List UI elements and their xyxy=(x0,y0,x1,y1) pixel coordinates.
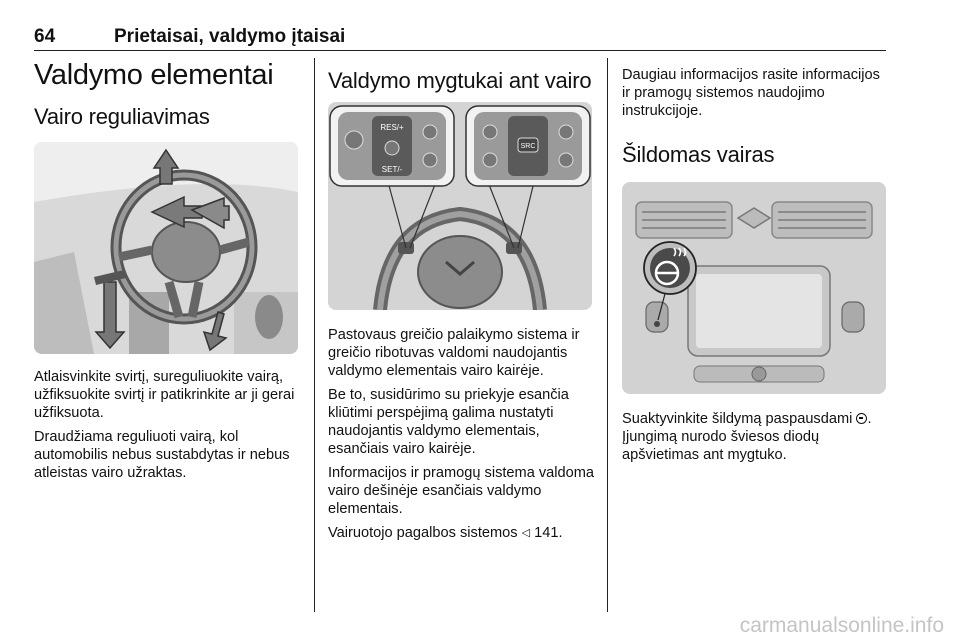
paragraph-page-reference xyxy=(328,524,596,542)
button-label: SET/- xyxy=(381,165,403,174)
section-heading: Valdymo mygtukai ant vairo xyxy=(328,68,592,93)
column-steering-adjustment xyxy=(34,58,300,482)
paragraph: Atlaisvinkite svirtį, sureguliuokite vairą, užfiksuokite svirtį ir patikrinkite ar ji gerai užfiksuota. xyxy=(34,369,295,421)
column-heated-steering-wheel xyxy=(622,58,886,464)
steering-adjustment-illustration xyxy=(34,142,298,354)
page-header xyxy=(34,24,886,51)
reference-text: Vairuotojo pagalbos sistemos xyxy=(328,525,518,541)
paragraph-heated-wheel xyxy=(622,410,886,464)
page-reference-icon: ◁ xyxy=(521,527,531,539)
heated-steering-wheel-icon xyxy=(856,413,867,424)
section-heading: Šildomas vairas xyxy=(622,142,775,167)
running-title: Prietaisai, valdymo įtaisai xyxy=(114,26,346,47)
paragraph-text: Suaktyvinkite šildymą paspausdami xyxy=(622,411,853,427)
paragraph-text: . Įjungimą nurodo šviesos diodų apšvietimas ant mygtuko. xyxy=(622,411,872,463)
button-label: RES/+ xyxy=(380,123,404,132)
heated-wheel-dashboard-illustration xyxy=(622,182,886,394)
reference-page: 141. xyxy=(534,525,563,541)
paragraph: Daugiau informacijos rasite informacijos ir pramogų sistemos naudojimo instrukcijoje. xyxy=(622,67,880,119)
column-divider xyxy=(314,58,315,612)
steering-wheel-buttons-illustration xyxy=(328,102,592,310)
subsection-heading: Vairo reguliavimas xyxy=(34,104,210,129)
column-steering-wheel-controls xyxy=(328,58,596,542)
watermark: carmanualsonline.info xyxy=(739,614,944,637)
column-divider xyxy=(607,58,608,612)
paragraph: Informacijos ir pramogų sistema valdoma vairo dešinėje esančiais valdymo elementais. xyxy=(328,465,595,517)
button-label: SRC xyxy=(520,143,536,150)
paragraph: Pastovaus greičio palaikymo sistema ir greičio ribotuvas valdomi naudojantis valdymo elementais vairo kairėje. xyxy=(328,327,580,379)
paragraph: Draudžiama reguliuoti vairą, kol automobilis nebus sustabdytas ir nebus atleistas vairo užraktas. xyxy=(34,429,290,481)
paragraph: Be to, susidūrimo su priekyje esančia kliūtimi perspėjimą galima nustatyti naudojantis valdymo elementais, esančiais vairo kairėje. xyxy=(328,387,569,457)
section-heading: Valdymo elementai xyxy=(34,59,274,91)
page-number: 64 xyxy=(34,26,56,47)
